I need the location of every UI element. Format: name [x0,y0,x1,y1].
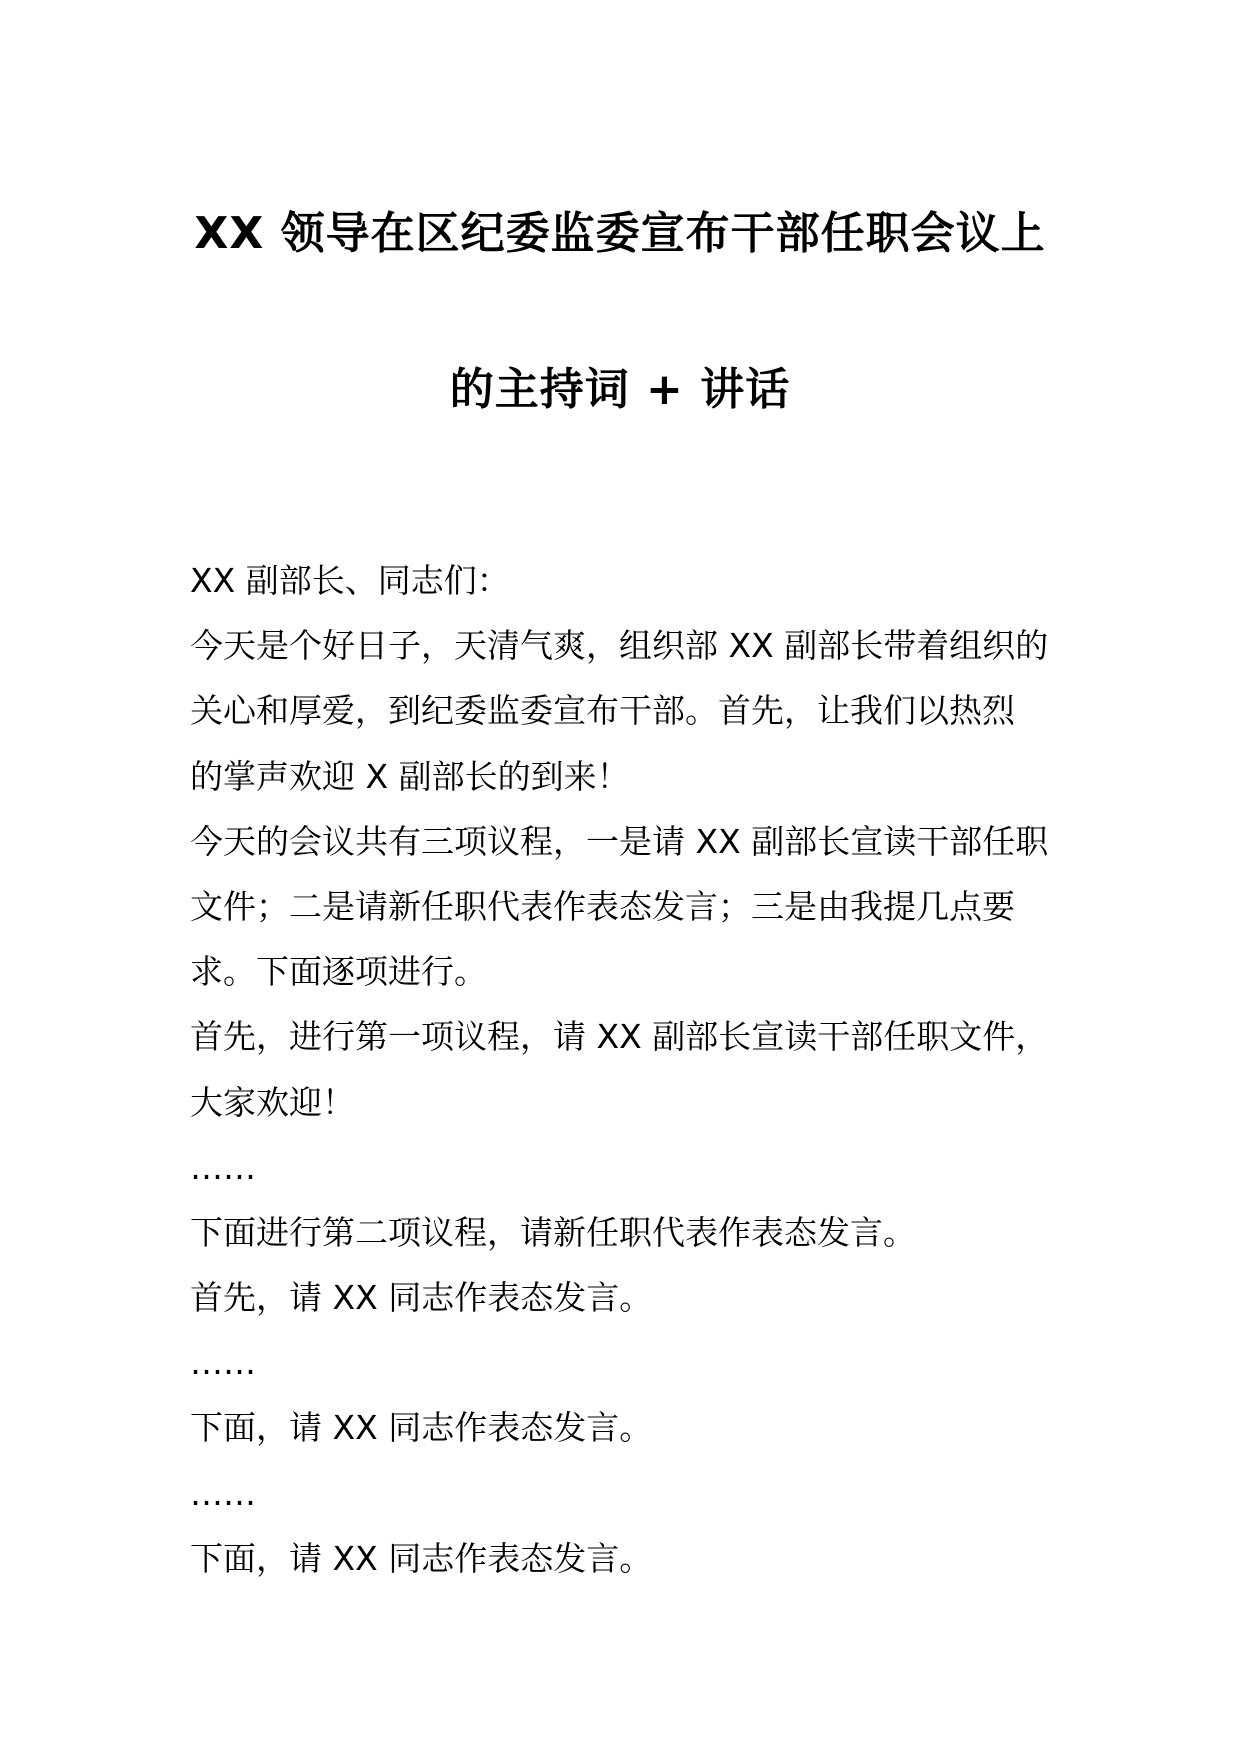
body-line: 关心和厚爱，到纪委监委宣布干部。首先，让我们以热烈 [190,691,1015,731]
body-line: 首先，请 XX 同志作表态发言。 [190,1278,653,1318]
body-line: 今天是个好日子，天清气爽，组织部 XX 副部长带着组织的 [190,626,1049,666]
document-title-line-2: 的主持词 + 讲话 [449,364,791,415]
body-line: 文件；二是请新任职代表作表态发言；三是由我提几点要 [190,886,1015,926]
document-title-line-1: XX 领导在区纪委监委宣布干部任职会议上 [194,208,1046,259]
ellipsis-line: …… [190,1147,256,1187]
body-line: 首先，进行第一项议程，请 XX 副部长宣读干部任职文件， [190,1017,1049,1057]
ellipsis-line: …… [190,1473,256,1513]
document-body [190,548,1070,1591]
body-line: 的掌声欢迎 X 副部长的到来！ [190,756,630,796]
ellipsis-line: …… [190,1343,256,1383]
body-line: 下面进行第二项议程，请新任职代表作表态发言。 [190,1212,916,1252]
body-line: 今天的会议共有三项议程，一是请 XX 副部长宣读干部任职 [190,821,1049,861]
body-line: 下面，请 XX 同志作表态发言。 [190,1408,653,1448]
body-line: 下面，请 XX 同志作表态发言。 [190,1538,653,1578]
body-line: 求。下面逐项进行。 [190,952,487,992]
body-line-salutation: XX 副部长、同志们： [190,561,510,600]
body-line: 大家欢迎！ [190,1082,355,1122]
